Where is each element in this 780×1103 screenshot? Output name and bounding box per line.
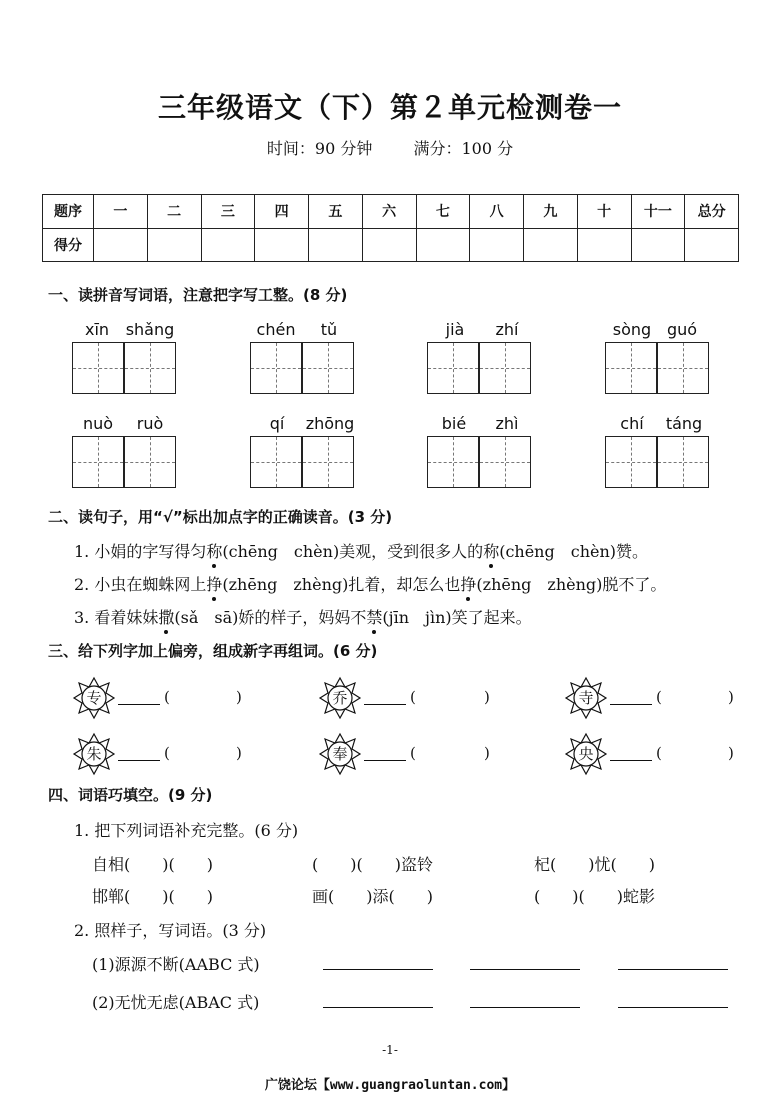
flower-char-box — [318, 732, 362, 776]
score-table-row2-head: 得分 — [43, 228, 94, 262]
writing-box[interactable] — [605, 436, 657, 488]
score-cell[interactable] — [255, 228, 309, 262]
writing-box[interactable] — [657, 342, 709, 394]
score-col-11: 十一 — [631, 195, 685, 229]
score-col-4: 四 — [255, 195, 309, 229]
exam-info — [0, 136, 780, 159]
answer-line[interactable] — [470, 968, 580, 970]
writing-box[interactable] — [657, 436, 709, 488]
paren-open: ( — [164, 744, 170, 762]
score-col-total: 总分 — [685, 195, 739, 229]
pinyin-text: bié — [441, 414, 467, 433]
dotted-char: 挣 — [460, 572, 476, 595]
root-char: 奉 — [332, 745, 348, 763]
page-number: -1- — [382, 1043, 398, 1057]
sentence-2 — [74, 572, 666, 595]
answer-line[interactable] — [323, 968, 433, 970]
score-cell[interactable] — [631, 228, 685, 262]
sentence-text: (jīn jìn)笑了起来。 — [382, 608, 532, 627]
example-1: (1)源源不断(AABC 式) — [92, 955, 260, 974]
sentence-text: (zhēng zhèng)扎着，却怎么也 — [222, 575, 461, 594]
dotted-char: 撒 — [158, 605, 174, 628]
score-col-1: 一 — [94, 195, 148, 229]
score-table — [42, 194, 739, 262]
pinyin-text: tǔ — [320, 320, 338, 339]
paren-close: ) — [236, 744, 242, 762]
idiom-fill[interactable]: ( )( )盗铃 — [312, 855, 433, 874]
sentence-text: 1. 小娟的字写得匀 — [74, 542, 207, 561]
score-col-5: 五 — [309, 195, 363, 229]
flower-char-box — [564, 732, 608, 776]
answer-line[interactable] — [610, 746, 652, 765]
section2-heading: 二、读句子，用“√”标出加点字的正确读音。(3 分) — [48, 508, 393, 526]
writing-box[interactable] — [72, 436, 124, 488]
score-col-3: 三 — [201, 195, 255, 229]
idiom-fill[interactable]: 邯郸( )( ) — [92, 887, 213, 906]
root-char: 寺 — [578, 689, 594, 707]
root-char: 乔 — [332, 689, 348, 707]
writing-box[interactable] — [302, 436, 354, 488]
writing-box[interactable] — [479, 342, 531, 394]
pinyin-text: chén — [256, 320, 296, 339]
sentence-text: 3. 看着妹妹 — [74, 608, 159, 627]
answer-line[interactable] — [618, 1006, 728, 1008]
idiom-fill[interactable]: 画( )添( ) — [312, 887, 433, 906]
sentence-1 — [74, 539, 648, 562]
sentence-text: (chēng chèn)美观，受到很多人的 — [222, 542, 484, 561]
paren-close: ) — [236, 688, 242, 706]
exam-time: 时间：90 分钟 — [266, 139, 373, 158]
score-col-6: 六 — [362, 195, 416, 229]
section4-q1: 1. 把下列词语补充完整。(6 分) — [74, 821, 299, 840]
score-col-9: 九 — [524, 195, 578, 229]
writing-box[interactable] — [72, 342, 124, 394]
answer-line[interactable] — [323, 1006, 433, 1008]
section4-q2: 2. 照样子，写词语。(3 分) — [74, 921, 267, 940]
score-table-row1-head: 题序 — [43, 195, 94, 229]
sentence-3 — [74, 605, 532, 628]
writing-box[interactable] — [250, 436, 302, 488]
paren-open: ( — [656, 744, 662, 762]
paren-open: ( — [410, 688, 416, 706]
score-cell[interactable] — [685, 228, 739, 262]
section4-heading: 四、词语巧填空。(9 分) — [48, 786, 213, 804]
paren-close: ) — [484, 688, 490, 706]
score-col-10: 十 — [577, 195, 631, 229]
score-cell[interactable] — [470, 228, 524, 262]
score-cell[interactable] — [524, 228, 578, 262]
answer-line[interactable] — [118, 690, 160, 709]
paren-close: ) — [728, 688, 734, 706]
writing-box[interactable] — [250, 342, 302, 394]
score-cell[interactable] — [94, 228, 148, 262]
pinyin-text: sòng — [612, 320, 652, 339]
section3-heading: 三、给下列字加上偏旁，组成新字再组词。(6 分) — [48, 642, 378, 660]
dotted-char: 挣 — [206, 572, 222, 595]
sentence-text: (zhēng zhèng)脱不了。 — [476, 575, 667, 594]
writing-box[interactable] — [605, 342, 657, 394]
answer-line[interactable] — [618, 968, 728, 970]
pinyin-text: ruò — [136, 414, 164, 433]
pinyin-text: zhí — [495, 320, 519, 339]
writing-box[interactable] — [302, 342, 354, 394]
root-char: 朱 — [86, 745, 102, 763]
score-cell[interactable] — [201, 228, 255, 262]
writing-box[interactable] — [124, 436, 176, 488]
answer-line[interactable] — [364, 690, 406, 709]
score-cell[interactable] — [147, 228, 201, 262]
score-cell[interactable] — [577, 228, 631, 262]
dotted-char: 称 — [206, 539, 222, 562]
writing-box[interactable] — [479, 436, 531, 488]
score-col-8: 八 — [470, 195, 524, 229]
pinyin-text: guó — [666, 320, 698, 339]
flower-char-box — [72, 676, 116, 720]
example-2: (2)无忧无虑(ABAC 式) — [92, 993, 260, 1012]
pinyin-text: táng — [665, 414, 703, 433]
paren-open: ( — [164, 688, 170, 706]
page-title: 三年级语文（下）第２单元检测卷一 — [157, 91, 622, 124]
flower-char-box — [318, 676, 362, 720]
answer-line[interactable] — [470, 1006, 580, 1008]
dotted-char: 称 — [483, 539, 499, 562]
sentence-text: (sǎ sā)娇的样子，妈妈不 — [174, 608, 367, 627]
answer-line[interactable] — [118, 746, 160, 765]
flower-char-box — [564, 676, 608, 720]
score-table-score-row — [43, 228, 739, 262]
pinyin-text: shǎng — [125, 320, 175, 339]
answer-line[interactable] — [364, 746, 406, 765]
paren-close: ) — [728, 744, 734, 762]
score-cell[interactable] — [416, 228, 470, 262]
exam-full-score: 满分：100 分 — [413, 139, 514, 158]
score-cell[interactable] — [309, 228, 363, 262]
pinyin-text: xīn — [84, 320, 110, 339]
score-col-7: 七 — [416, 195, 470, 229]
root-char: 央 — [578, 745, 594, 763]
idiom-fill[interactable]: 自相( )( ) — [92, 855, 213, 874]
paren-close: ) — [484, 744, 490, 762]
answer-line[interactable] — [610, 690, 652, 709]
section1-heading: 一、读拼音写词语，注意把字写工整。(8 分) — [48, 286, 348, 304]
paren-open: ( — [656, 688, 662, 706]
idiom-fill[interactable]: ( )( )蛇影 — [534, 887, 655, 906]
writing-box[interactable] — [124, 342, 176, 394]
pinyin-text: nuò — [82, 414, 114, 433]
idiom-fill[interactable]: 杞( )忧( ) — [534, 855, 655, 874]
score-table-header-row — [43, 195, 739, 229]
flower-char-box — [72, 732, 116, 776]
paren-open: ( — [410, 744, 416, 762]
writing-box[interactable] — [427, 342, 479, 394]
sentence-text: 2. 小虫在蜘蛛网上 — [74, 575, 207, 594]
writing-box[interactable] — [427, 436, 479, 488]
pinyin-text: chí — [620, 414, 644, 433]
pinyin-text: qí — [269, 414, 285, 433]
sentence-text: (chēng chèn)赞。 — [499, 542, 649, 561]
pinyin-text: zhì — [495, 414, 519, 433]
score-col-2: 二 — [147, 195, 201, 229]
dotted-char: 禁 — [366, 605, 382, 628]
pinyin-text: zhōng — [305, 414, 355, 433]
pinyin-text: jià — [445, 320, 465, 339]
footer-watermark: 广饶论坛【www.guangraoluntan.com】 — [264, 1078, 516, 1093]
score-cell[interactable] — [362, 228, 416, 262]
root-char: 专 — [86, 689, 102, 707]
